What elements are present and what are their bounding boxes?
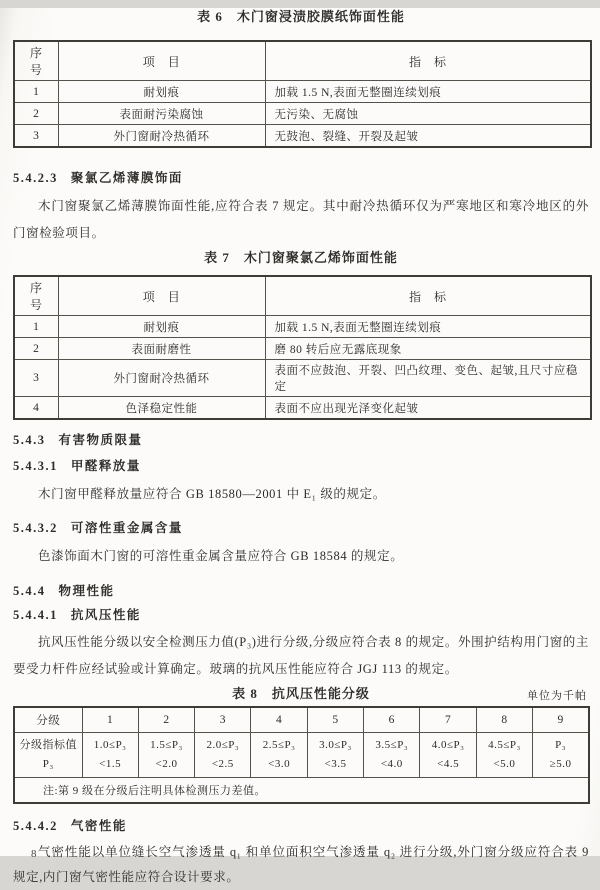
table7-header-row	[14, 276, 591, 316]
section-title: 可溶性重金属含量	[70, 521, 183, 535]
table7-header-no: 序 号	[14, 276, 58, 316]
grade: 8	[476, 707, 532, 733]
table-row	[14, 338, 591, 360]
table7-title: 表 7 木门窗聚氯乙烯饰面性能	[204, 250, 398, 265]
table8-unit-label: 单位为千帕	[527, 690, 587, 702]
range-line2: <4.5	[437, 758, 460, 770]
grade-range	[420, 733, 476, 778]
section-number: 5.4.4.1	[13, 608, 58, 622]
range-line1: 2.0≤P₃	[206, 739, 240, 751]
range-line1: 4.5≤P₃	[488, 739, 521, 751]
grade-range	[533, 733, 589, 778]
grade-range	[82, 733, 138, 778]
section-heading-5-4-4-1	[13, 607, 589, 624]
section-heading-5-4-4	[13, 583, 589, 600]
table7-header-item: 项 目	[58, 276, 265, 316]
section-heading-5-4-4-2	[13, 818, 589, 835]
row-no: 1	[14, 316, 58, 338]
paragraph: 气密性能以单位缝长空气渗透量 q₁ 和单位面积空气渗透量 q₂ 进行分级,外门窗分级应符合表 9 规定,内门窗气密性能应符合设计要求。	[13, 845, 589, 884]
paragraph: 木门窗甲醛释放量应符合 GB 18580—2001 中 E₁ 级的规定。	[38, 487, 386, 501]
section-number: 5.4.4	[13, 584, 46, 598]
table7-header-spec: 指 标	[265, 276, 591, 316]
range-line1: 3.0≤P₃	[319, 739, 352, 751]
range-line1: 4.0≤P₃	[431, 739, 465, 751]
grade-range	[138, 733, 194, 778]
table6	[13, 40, 592, 148]
page-number: 8	[31, 848, 37, 860]
row-spec: 加载 1.5 N,表面无整圈连续划痕	[265, 81, 591, 103]
range-line2: <4.0	[380, 758, 403, 770]
grade-range	[307, 733, 363, 778]
table8-row-label	[14, 733, 82, 778]
range-line2: <3.0	[268, 758, 291, 770]
table6-header-spec: 指 标	[265, 41, 591, 81]
section-number: 5.4.4.2	[13, 819, 58, 833]
row-label-line2: P₃	[42, 758, 54, 770]
table6-header-row	[14, 41, 591, 81]
table6-header-no: 序 号	[14, 41, 58, 81]
row-no: 3	[14, 125, 58, 148]
table-row	[14, 81, 591, 103]
table7	[13, 275, 592, 420]
row-item: 外门窗耐冷热循环	[58, 360, 265, 397]
table-row	[14, 397, 591, 420]
row-item: 色泽稳定性能	[58, 397, 265, 420]
paragraph: 抗风压性能分级以安全检测压力值(P₃)进行分级,分级应符合表 8 的规定。外围护结构用门窗的主要受力杆件应经试验或计算确定。玻璃的抗风压性能应符合 JGJ 113 的规定。	[13, 635, 589, 676]
grade: 6	[364, 707, 420, 733]
row-spec: 表面不应出现光泽变化起皱	[265, 397, 591, 420]
section-number: 5.4.3	[13, 433, 46, 447]
table-row	[14, 103, 591, 125]
range-line2: <2.0	[155, 758, 178, 770]
range-line1: 1.5≤P₃	[150, 739, 183, 751]
paragraph: 木门窗聚氯乙烯薄膜饰面性能,应符合表 7 规定。其中耐冷热循环仅为严寒地区和寒冷地区的外门窗检验项目。	[13, 199, 589, 240]
grade-range	[364, 733, 420, 778]
section-heading-5-4-2-3	[13, 170, 589, 187]
grade-range	[195, 733, 251, 778]
row-item: 耐划痕	[58, 81, 265, 103]
grade: 5	[307, 707, 363, 733]
section-title: 气密性能	[70, 819, 127, 833]
table8-corner: 分级	[14, 707, 82, 733]
table8	[13, 706, 590, 804]
section-title: 甲醛释放量	[70, 459, 141, 473]
range-line2: <1.5	[99, 758, 122, 770]
table-row	[14, 125, 591, 148]
row-item: 耐划痕	[58, 316, 265, 338]
table8-note-row	[14, 778, 589, 804]
grade: 4	[251, 707, 307, 733]
range-line2: <2.5	[211, 758, 234, 770]
grade: 2	[138, 707, 194, 733]
row-no: 2	[14, 338, 58, 360]
grade: 9	[533, 707, 589, 733]
grade-range	[251, 733, 307, 778]
row-no: 3	[14, 360, 58, 397]
row-item: 外门窗耐冷热循环	[58, 125, 265, 148]
row-spec: 加载 1.5 N,表面无整圈连续划痕	[265, 316, 591, 338]
table8-title: 表 8 抗风压性能分级	[232, 686, 370, 701]
grade-range	[476, 733, 532, 778]
section-number: 5.4.3.1	[13, 459, 58, 473]
grade: 1	[82, 707, 138, 733]
range-line2: ≥5.0	[549, 758, 572, 770]
row-no: 2	[14, 103, 58, 125]
row-spec: 无鼓泡、裂缝、开裂及起皱	[265, 125, 591, 148]
table6-title: 表 6 木门窗浸渍胶膜纸饰面性能	[197, 9, 405, 24]
table-row	[14, 316, 591, 338]
range-line2: <5.0	[493, 758, 516, 770]
paragraph: 色漆饰面木门窗的可溶性重金属含量应符合 GB 18584 的规定。	[38, 549, 404, 563]
section-title: 聚氯乙烯薄膜饰面	[70, 171, 183, 185]
table6-header-item: 项 目	[58, 41, 265, 81]
section-title: 有害物质限量	[58, 433, 143, 447]
section-number: 5.4.3.2	[13, 521, 58, 535]
section-heading-5-4-3-2	[13, 520, 589, 537]
table8-titlebar	[13, 685, 589, 703]
row-item: 表面耐磨性	[58, 338, 265, 360]
row-no: 1	[14, 81, 58, 103]
row-label-line1: 分级指标值	[19, 739, 77, 751]
document-page	[0, 8, 600, 884]
section-heading-5-4-3-1	[13, 458, 589, 475]
section-title: 物理性能	[58, 584, 115, 598]
range-line1: 3.5≤P₃	[375, 739, 409, 751]
range-line1: 1.0≤P₃	[93, 739, 127, 751]
range-line1: 2.5≤P₃	[262, 739, 296, 751]
row-spec: 无污染、无腐蚀	[265, 103, 591, 125]
page-content	[0, 8, 600, 890]
grade: 3	[195, 707, 251, 733]
table8-grade-row	[14, 707, 589, 733]
range-line1: P₃	[555, 739, 567, 751]
row-item: 表面耐污染腐蚀	[58, 103, 265, 125]
section-title: 抗风压性能	[70, 608, 141, 622]
section-number: 5.4.2.3	[13, 171, 58, 185]
section-heading-5-4-3	[13, 432, 589, 449]
row-spec: 磨 80 转后应无露底现象	[265, 338, 591, 360]
range-line2: <3.5	[324, 758, 347, 770]
grade: 7	[420, 707, 476, 733]
table-row	[14, 360, 591, 397]
row-spec: 表面不应鼓泡、开裂、凹凸纹理、变色、起皱,且尺寸应稳定	[265, 360, 591, 397]
table8-value-row	[14, 733, 589, 778]
row-no: 4	[14, 397, 58, 420]
table8-note: 注:第 9 级在分级后注明具体检测压力差值。	[14, 778, 589, 804]
